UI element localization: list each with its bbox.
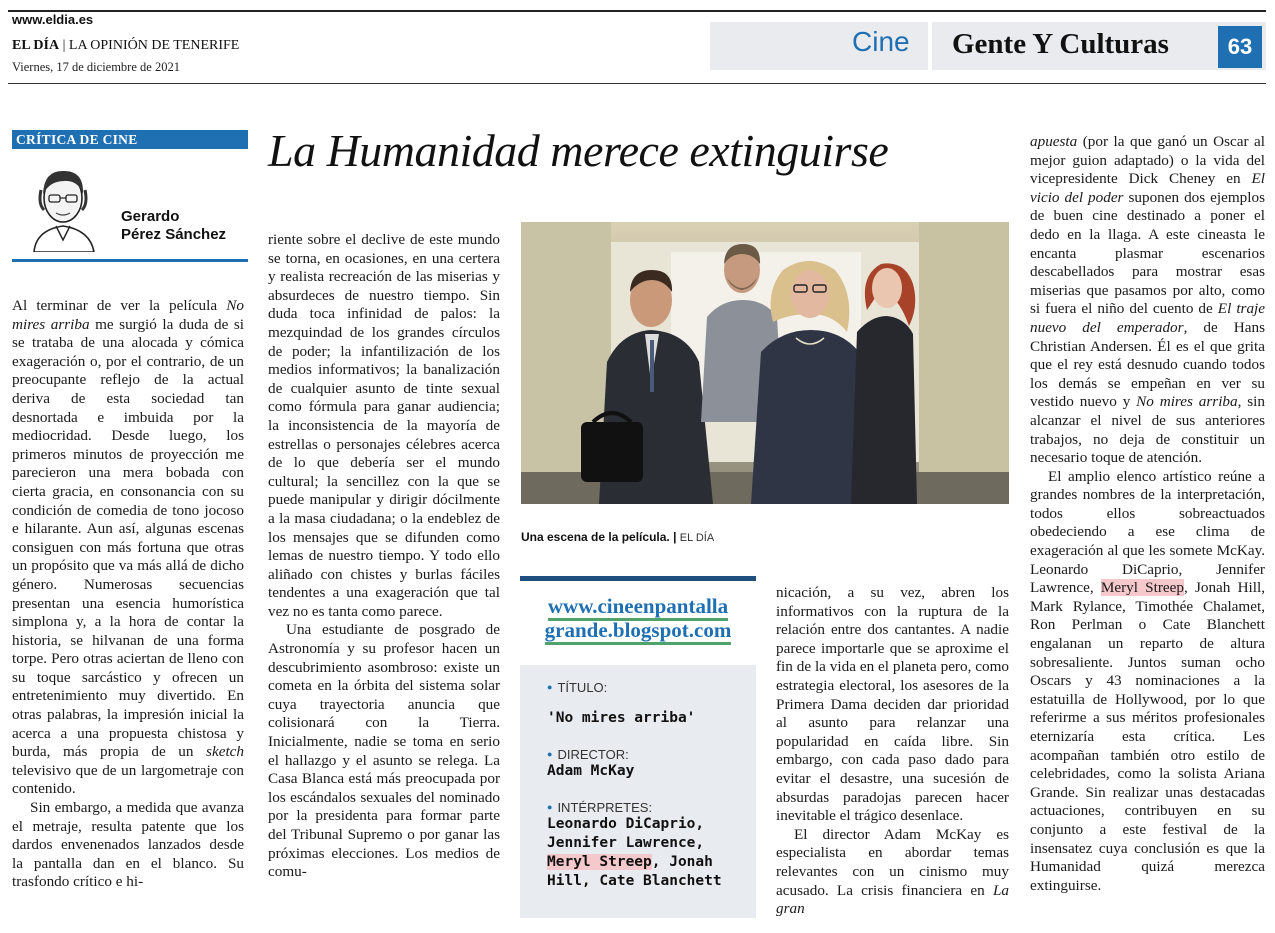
photo-credit: EL DÍA: [679, 532, 715, 544]
cast-line-1: Leonardo DiCaprio,: [547, 816, 705, 832]
director-value: Adam McKay: [547, 763, 635, 779]
body-column-1: Al terminar de ver la película No mires arriba me surgió la duda de si se trataba de una alocada y cómica exageración o, por el contrario, de un preocupante reflejo de la actual deriva de esta sociedad tan desnortada e imbuida por la mediocridad. Desde luego, los primeros minutos de proyección me parecieron una mera bobada con cierta gracia, en consonancia con su condición de comedia de tono jocoso e hilarante. Aun así, algunas escenas consiguen con más fortuna que otras un propósito que va más allá de dicho género. Numerosas secuencias presentan una esencia humorística simplona y, a la hora de contar la historia, se hilvanan de una forma torpe. Pero otras aciertan de lleno con su toque sarcástico y ofrecen un entretenimiento muy divertido. En otras palabras, la impresión inicial la acerca a una propuesta chistosa y burda, más propia de un sketch televisivo que de un largometraje con contenido. Sin embargo, a medida que avanza el metraje, resulta patente que los dardos envenenados lanzados desde la pantalla dan en el blanco. Su trasfondo crítico e hi-: [12, 297, 244, 891]
header-rule: [8, 83, 1266, 84]
caption-text: Una escena de la película.: [521, 530, 670, 544]
author-first-name: Gerardo: [121, 208, 180, 225]
cast-label: ● INTÉRPRETES:: [547, 800, 747, 815]
parent-section: Gente Y Culturas: [952, 28, 1169, 60]
author-rule: [12, 259, 248, 262]
info-box-top-rule: [520, 576, 756, 581]
info-details: [547, 680, 747, 891]
author-portrait: [20, 160, 106, 252]
blog-link-line-2[interactable]: grande.blogspot.com: [545, 618, 732, 645]
paper-name: EL DÍA | LA OPINIÓN DE TENERIFE: [12, 38, 240, 53]
paper-title: EL DÍA: [12, 38, 60, 53]
section-name: Cine: [852, 26, 910, 57]
blog-link-line-1[interactable]: www.cineenpantalla: [548, 594, 728, 621]
film-scene-photo: [521, 222, 1009, 504]
body-column-3: nicación, a su vez, abren los informativos con la ruptura de la relación entre dos cantantes. A nadie parece importarle que se aproxime el fin de la vida en el planeta pero, como estrategia electoral, los asesores de la Primera Dama deciden dar prioridad al asunto para relanzar una popularidad en caída libre. Sin embargo, con cada paso dado para evitar el desastre, una sucesión de absurdas paradojas parecen hacer inevitable el trágico desenlace. El director Adam McKay es especialista en abordar temas relevantes con un cinismo muy acusado. La crisis financiera en La gran: [776, 584, 1009, 918]
section-separator: [928, 22, 932, 70]
top-rule: [8, 10, 1266, 12]
film-title: No mires arriba: [12, 297, 244, 333]
issue-date: Viernes, 17 de diciembre de 2021: [12, 60, 180, 74]
text-highlight: Meryl Streep: [1100, 579, 1184, 597]
kicker-label: CRÍTICA DE CINE: [12, 130, 248, 149]
cast-highlight: Meryl Streep: [547, 854, 652, 870]
author-name: [121, 208, 226, 244]
photo-caption: Una escena de la película. | EL DÍA: [521, 530, 715, 544]
blog-link[interactable]: [520, 594, 756, 642]
cast-line-3: Meryl Streep, Jonah: [547, 854, 713, 870]
author-last-name: Pérez Sánchez: [121, 226, 227, 243]
director-label: ● DIRECTOR:: [547, 747, 747, 762]
body-column-2: riente sobre el declive de este mundo se torna, en ocasiones, en una certera y realista recreación de las miserias y absurdeces de nuestro tiempo. Sin duda toca infinidad de palos: la mezquindad de los grandes círculos de poder; la infantilización de los medios informativos; la banalización de cualquier asunto de tinte sexual como fórmula para ganar audiencia; la inconsistencia de la mayoría de estrellas o personajes célebres acerca de lo que debería ser el mundo cultural; la sencillez con la que se puede manipular y dirigir dócilmente a la masa ciudadana; o la endeblez de los mensajes que se difunden como lemas de nuestro tiempo. Y todo ello aliñado con chistes y burlas fáciles tendentes a una exageración que tal vez no es tanta como parece. Una estudiante de posgrado de Astronomía y su profesor hacen un descubrimiento asombroso: existe un cometa en la órbita del sistema solar cuya trayectoria anuncia que colisionará con la Tierra. Inicialmente, nadie se toma en serio el hallazgo y el asunto se relega. La Casa Blanca está más preocupada por los escándalos sexuales del nominado por la presidenta para formar parte del Tribunal Supremo o por ganar las próximas elecciones. Los medios de comu-: [268, 231, 500, 881]
title-label: ● TÍTULO:: [547, 680, 747, 695]
headline: La Humanidad merece extinguirse: [268, 125, 889, 176]
body-column-4: apuesta (por la que ganó un Oscar al mejor guion adaptado) o la vida del vicepresidente Dick Cheney en El vicio del poder suponen dos ejemplos de buen cine destinado a poner el dedo en la llaga. A este cineasta le encanta plasmar escenarios descabellados para mostrar esas miserias que pasamos por alto, como si fuera el niño del cuento de El traje nuevo del emperador, de Hans Christian Andersen. Él es el que grita que el rey está desnudo cuando todos los demás se empeñan en ver su vestido nuevo y No mires arriba, sin alcanzar el nivel de sus anteriores trabajos, no deja de constituir un necesario toque de atención. El amplio elenco artístico reúne a grandes nombres de la interpretación, todos ellos sobreactuados obedeciendo a ese clima de exageración al que les somete McKay. Leonardo DiCaprio, Jennifer Lawrence, Meryl Streep, Jonah Hill, Mark Rylance, Timothée Chalamet, Ron Perlman o Cate Blanchett engalanan un reparto de altura sobresaliente. Juntos suman ocho Oscars y 43 nominaciones a la estatuilla de Hollywood, por lo que referirme a sus méritos profesionales eternizaría esta crítica. Les acompañan también otro estilo de celebridades, como la solista Ariana Grande. Sin realizar unas destacadas actuaciones, contribuyen en su conjunto a este festival de la insensatez cuya conclusión es que la Humanidad quizá merezca extinguirse.: [1030, 133, 1265, 894]
title-value: 'No mires arriba': [547, 710, 696, 726]
cast-line-2: Jennifer Lawrence,: [547, 835, 705, 851]
site-url[interactable]: www.eldia.es: [12, 12, 94, 27]
page-number: 63: [1218, 26, 1262, 68]
cast-line-4: Hill, Cate Blanchett: [547, 873, 722, 889]
paper-tagline: LA OPINIÓN DE TENERIFE: [68, 38, 240, 53]
